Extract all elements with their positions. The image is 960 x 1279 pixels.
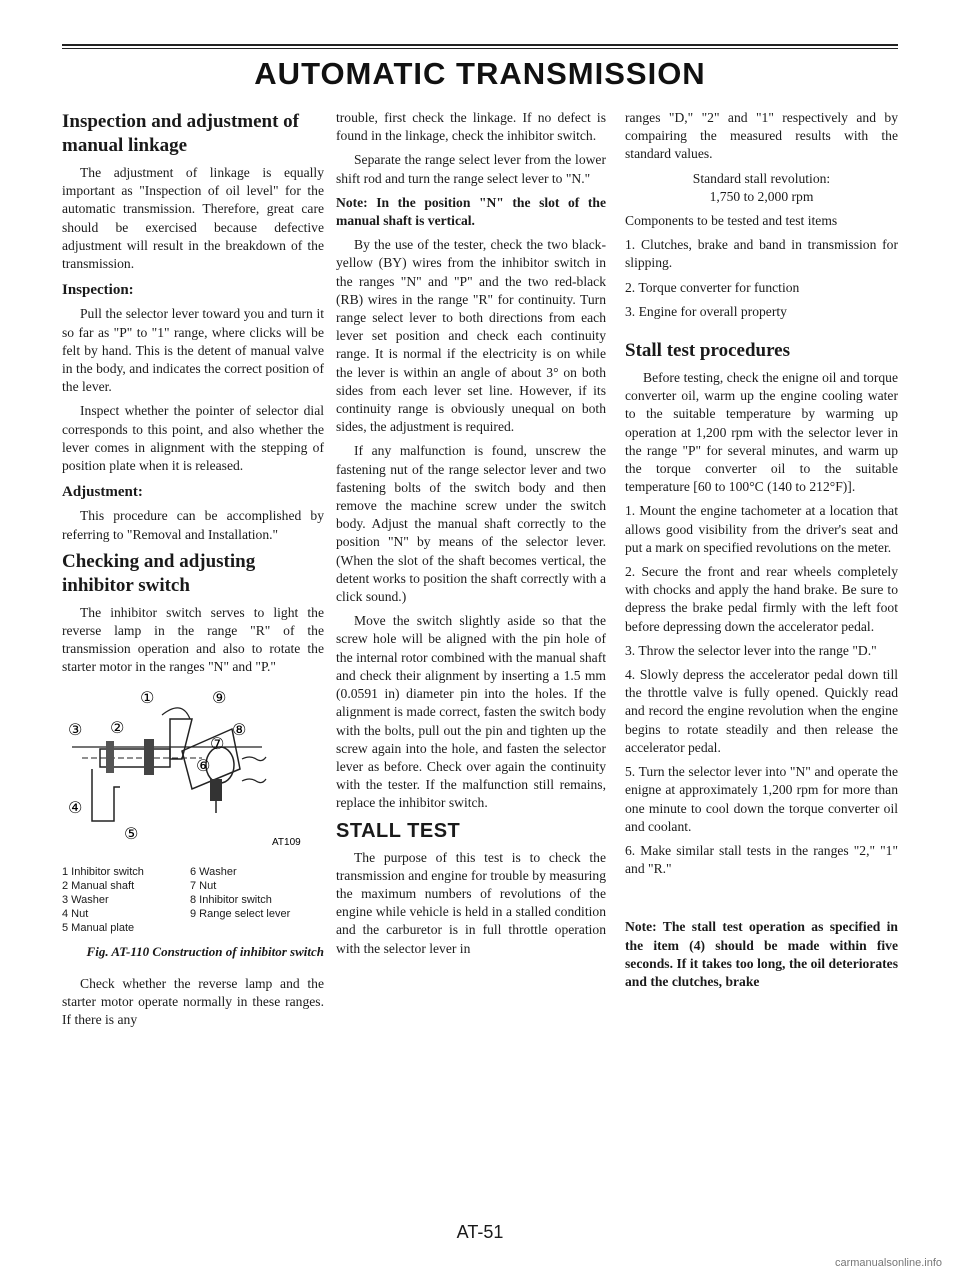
figure-id: AT109 — [272, 836, 301, 848]
figure-caption: Fig. AT-110 Construction of inhibitor switch — [86, 943, 324, 959]
list-item: 3. Engine for overall property — [625, 303, 787, 319]
callout-7: ⑦ — [210, 733, 225, 753]
list-item: 3. Throw the selector lever into the range "D." — [625, 642, 877, 658]
washer-shape — [106, 741, 114, 773]
section-heading-stall-procedures: Stall test procedures — [625, 340, 791, 362]
paragraph: By the use of the tester, check the two black-yellow (BY) wires from the inhibitor switch in the ranges "N" and "P" and the two red-black (RB) wires in the range "R" for continuity. Turn range select lever to both directions from each lever set position and check each continuity range. It is normal if the electricity is on while the lever is within an angle of about 3° on both sides from each lever set line. However, if its continuity range is obviously unequal on both sides, the adjustment is required. — [336, 237, 606, 435]
paragraph: Check whether the reverse lamp and the starter motor operate normally in these ranges. If there is any — [62, 975, 324, 1028]
subheading-adjustment: Adjustment: — [62, 484, 143, 501]
header-rule — [62, 44, 898, 46]
paragraph: Separate the range select lever from the lower shift rod and turn the range select lever to "N." — [336, 152, 606, 186]
section-heading-inhibitor-switch: Checking and adjusting inhibitor switch — [62, 550, 256, 596]
list-item: 6. Make similar stall tests in the ranges "2," "1" and "R." — [625, 842, 898, 877]
page-header — [62, 44, 898, 96]
paragraph: Pull the selector lever toward you and turn it so far as "P" to "1" range, where clicks will be felt by hand. This is the detent of manual valve in the body, and indicates the correct position of the lever. — [62, 306, 324, 395]
paragraph: trouble, first check the linkage. If no defect is found in the linkage, check the inhibitor switch. — [336, 110, 606, 144]
paragraph: If any malfunction is found, unscrew the fastening nut of the range selector lever and two fastening bolts of the switch body and then remove the machine screw under the switch body. Adjust the manual shaft correctly to the position "N" by means of the selector lever. (When the slot of the shaft becomes vertical, the detent works to position the shaft correctly with a click sound.) — [336, 443, 606, 605]
paragraph: The adjustment of linkage is equally important as "Inspection of oil level" for the automatic transmission. Therefore, great care should be exercised because defective adjustment will result in the breakdown of the transmission. — [62, 165, 324, 272]
manual-plate-shape — [92, 769, 120, 821]
subheading-inspection: Inspection: — [62, 282, 134, 299]
standard-stall-value: 1,750 to 2,000 rpm — [709, 188, 814, 204]
note: Note: In the position "N" the slot of the manual shaft is vertical. — [336, 194, 606, 229]
legend-item: 3 Washer — [62, 893, 109, 906]
paragraph: Inspect whether the pointer of selector dial corresponds to this point, and also whether the lever comes in alignment with the stepping of position plate when it is released. — [62, 403, 324, 474]
legend-item: 8 Inhibitor switch — [190, 893, 272, 906]
note: Note: The stall test operation as specified in the item (4) should be made within five seconds. If it takes too long, the oil deteriorates and the clutches, brake — [625, 919, 898, 989]
standard-stall-label: Standard stall revolution: — [692, 170, 831, 186]
callout-5: ⑤ — [124, 823, 139, 843]
paragraph: This procedure can be accomplished by referring to "Removal and Installation." — [62, 508, 324, 542]
page-number: AT-51 — [456, 1222, 504, 1242]
legend-item: 1 Inhibitor switch — [62, 865, 144, 878]
callout-9: ⑨ — [212, 688, 227, 707]
nut-shape — [144, 739, 154, 775]
callout-6: ⑥ — [196, 755, 211, 775]
wire-lead — [242, 779, 266, 783]
range-select-lever-shape — [170, 719, 192, 759]
list-item: 5. Turn the selector lever into "N" and operate the enigne at approximately 1,200 rpm for more than one minute to cool down the torque converter oil and coolant. — [625, 764, 898, 834]
callout-1: ① — [140, 688, 155, 707]
paragraph: ranges "D," "2" and "1" respectively and by compairing the measured results with the standard values. — [625, 110, 898, 162]
list-item: 1. Clutches, brake and band in transmission for slipping. — [625, 237, 898, 271]
paragraph: Move the switch slightly aside so that the screw hole will be aligned with the pin hole of the internal rotor combined with the manual shaft and check their alignment by inserting a 1.5 mm (0.0591 in) diameter pin into the holes. If the alignment is made correct, fasten the switch body with the bolts, pull out the pin and tighten up the screw again into the hole, and fasten the selector lever as before. Check over again the continuity with the tester. If the malfunction still remains, replace the inhibitor switch. — [336, 613, 606, 811]
legend-item: 2 Manual shaft — [62, 879, 135, 892]
wire-lead — [242, 757, 266, 761]
inhibitor-switch-figure — [62, 689, 324, 857]
column-left — [62, 106, 324, 1035]
header-rule — [62, 48, 898, 49]
callout-3: ③ — [68, 719, 83, 739]
paragraph: Before testing, check the enigne oil and torque converter oil, warm up the engine cooling water to the suitable temperature by warming up operation at 1,200 rpm with the selector lever in the range "P" for several minutes, and warm up the torque converter oil to the suitable temperature [60 to 100°C (140 to 212°F)]. — [625, 370, 898, 495]
page-title: AUTOMATIC TRANSMISSION — [254, 56, 706, 91]
section-heading-stall-test: STALL TEST — [336, 819, 461, 842]
paragraph: The inhibitor switch serves to light the reverse lamp in the range "R" of the transmission operation and also to rotate the starter motor in the ranges "N" and "P." — [62, 604, 324, 675]
column-middle — [336, 109, 606, 964]
column-right — [625, 109, 898, 997]
figure-legend — [62, 865, 324, 935]
legend-item: 4 Nut — [62, 907, 89, 920]
callout-4: ④ — [68, 797, 83, 817]
legend-item: 5 Manual plate — [62, 921, 135, 934]
components-label: Components to be tested and test items — [625, 213, 838, 229]
list-item: 2. Secure the front and rear wheels completely with chocks and apply the hand brake. Be sure to depress the brake pedal firmly with the left foot before depressing down the accelerator pedal. — [625, 564, 898, 634]
list-item: 2. Torque converter for function — [625, 279, 800, 295]
legend-item: 7 Nut — [190, 879, 217, 892]
list-item: 1. Mount the engine tachometer at a location that allows good visibility from the driver's seat and put a mark on specified revolutions on the meter. — [625, 503, 898, 555]
callout-2: ② — [110, 717, 125, 737]
callout-8: ⑧ — [232, 719, 247, 739]
connector-block — [210, 779, 222, 801]
paragraph: The purpose of this test is to check the transmission and engine for trouble by measuring the maximum numbers of revolutions of the engine while vehicle is held in a stalled condition and the carburetor is in full throttle operation with the selector lever in — [336, 849, 606, 956]
legend-item: 9 Range select lever — [190, 907, 291, 920]
legend-item — [190, 921, 324, 935]
inhibitor-switch-diagram — [62, 689, 324, 857]
section-heading-manual-linkage: Inspection and adjustment of manual linkage — [62, 111, 300, 156]
legend-item: 6 Washer — [190, 865, 237, 878]
list-item: 4. Slowly depress the accelerator pedal down till the throttle valve is fully opened. Quickly read and record the engine revolution when the engine begins to rotate steadily and then release the accelerator pedal. — [625, 667, 898, 755]
watermark: carmanualsonline.info — [834, 1257, 942, 1269]
